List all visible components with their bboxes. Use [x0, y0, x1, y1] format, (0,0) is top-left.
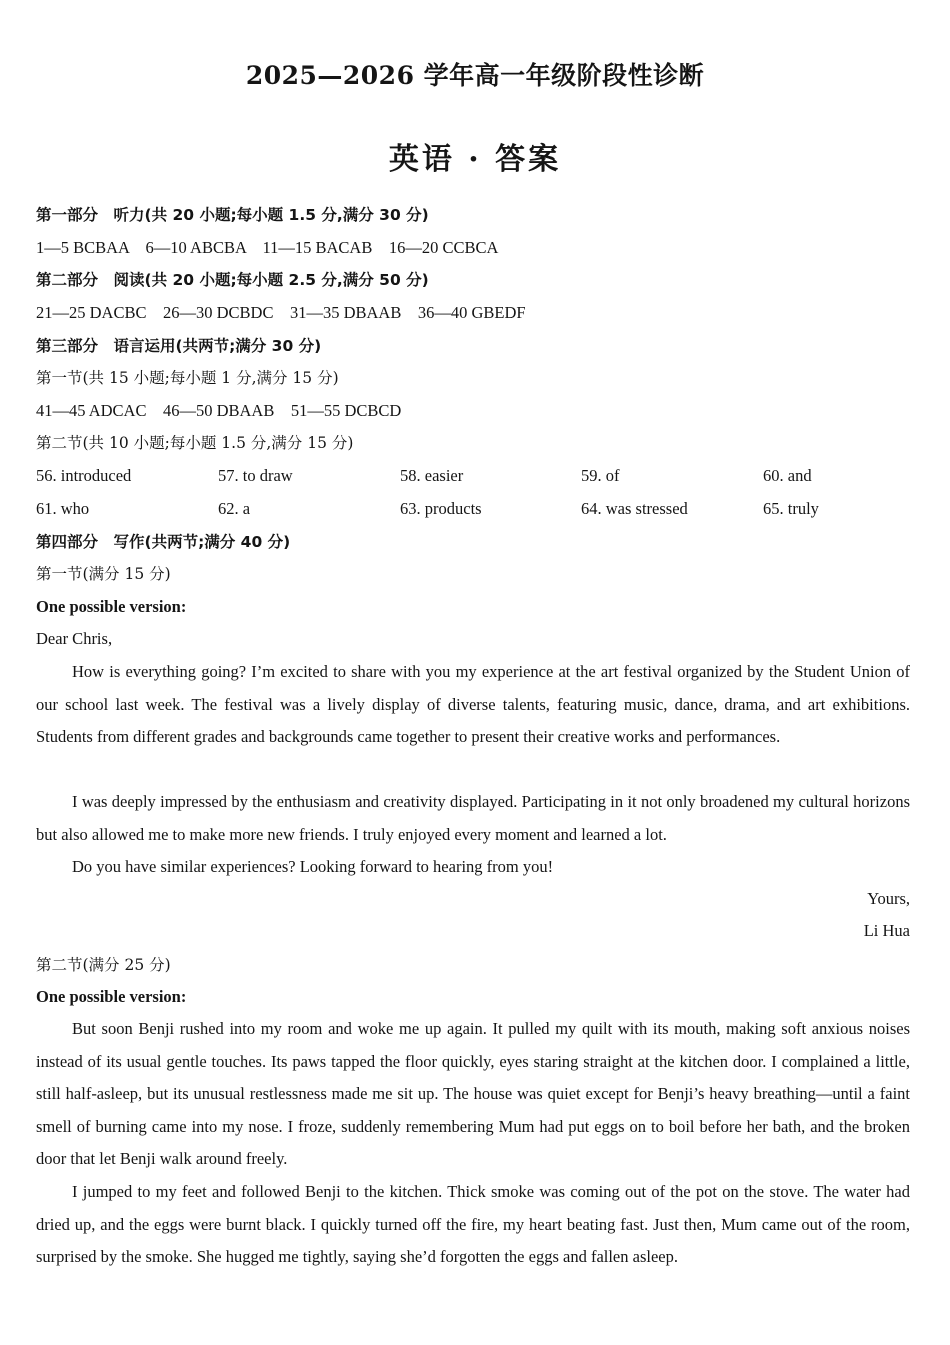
story-paragraph: I jumped to my feet and followed Benji to the kitchen. Thick smoke was coming out of the pot on the stove. The water had dried up, and the eggs were burnt black. I quickly turned off the fire, my heart beating fast. Just then, Mum came out of the room, surprised by the smoke. She hugged me tightly, saying she’d forgotten the eggs and fallen asleep. — [36, 1182, 910, 1267]
fill-answer: 64. was stressed — [581, 499, 688, 518]
letter-greeting: Dear Chris, — [36, 629, 113, 648]
part1-heading: 第一部分 听力(共 20 小题;每小题 1.5 分,满分 30 分) — [36, 206, 429, 224]
fill-answer: 61. who — [36, 499, 90, 518]
letter-closing: Yours, — [867, 889, 910, 908]
fill-answer: 59. of — [581, 466, 620, 485]
version-label-2: One possible version: — [36, 987, 187, 1006]
part4-section2-heading: 第二节(满分 25 分) — [36, 956, 171, 974]
fill-answer: 56. introduced — [36, 466, 132, 485]
fill-answer: 58. easier — [400, 466, 464, 485]
fill-answer: 62. a — [218, 499, 251, 518]
part4-section1-heading: 第一节(满分 15 分) — [36, 565, 171, 583]
story-paragraph: But soon Benji rushed into my room and woke me up again. It pulled my quilt with its mouth, making soft anxious noises instead of its usual gentle touches. Its paws tapped the floor quickly, eyes staring straight at the kitchen door. I complained a little, still half-asleep, but its unusual restlessness made me sit up. The house was quiet except for Benji’s heavy breathing—until a faint smell of burning came into my nose. I froze, suddenly remembering Mum had put eggs on to boil before her bath, and the broken door that let Benji walk around freely. — [36, 1019, 910, 1169]
exam-title: 2025—2026 学年高一年级阶段性诊断 — [245, 61, 705, 90]
part3-section1-answers: 41—45 ADCAC 46—50 DBAAB 51—55 DCBCD — [36, 401, 402, 420]
fill-answer: 60. and — [763, 466, 812, 485]
fill-answer: 63. products — [400, 499, 482, 518]
part3-section2-heading: 第二节(共 10 小题;每小题 1.5 分,满分 15 分) — [36, 434, 354, 452]
part2-heading: 第二部分 阅读(共 20 小题;每小题 2.5 分,满分 50 分) — [36, 271, 429, 289]
part4-heading: 第四部分 写作(共两节;满分 40 分) — [36, 533, 291, 551]
letter-signature: Li Hua — [863, 921, 910, 940]
part1-answers: 1—5 BCBAA 6—10 ABCBA 11—15 BACAB 16—20 CCBCA — [36, 238, 499, 257]
version-label: One possible version: — [36, 597, 187, 616]
part3-section1-heading: 第一节(共 15 小题;每小题 1 分,满分 15 分) — [36, 369, 339, 387]
fill-answer: 65. truly — [763, 499, 819, 518]
fill-answer: 57. to draw — [218, 466, 293, 485]
part3-heading: 第三部分 语言运用(共两节;满分 30 分) — [36, 337, 322, 355]
part2-answers: 21—25 DACBC 26—30 DCBDC 31—35 DBAAB 36—40 GBEDF — [36, 303, 526, 322]
letter-paragraph: Do you have similar experiences? Looking forward to hearing from you! — [72, 857, 554, 876]
letter-paragraph: I was deeply impressed by the enthusiasm and creativity displayed. Participating in it not only broadened my cultural horizons but also allowed me to make more new friends. I truly enjoyed every moment and learned a lot. — [36, 792, 910, 844]
letter-paragraph: How is everything going? I’m excited to share with you my experience at the art festival organized by the Student Union of our school last week. The festival was a lively display of diverse talents, featuring music, dance, drama, and art exhibitions. Students from different grades and backgrounds came together to present their creative works and performances. — [36, 662, 910, 747]
answer-key-title: 英语 · 答案 — [388, 142, 562, 177]
